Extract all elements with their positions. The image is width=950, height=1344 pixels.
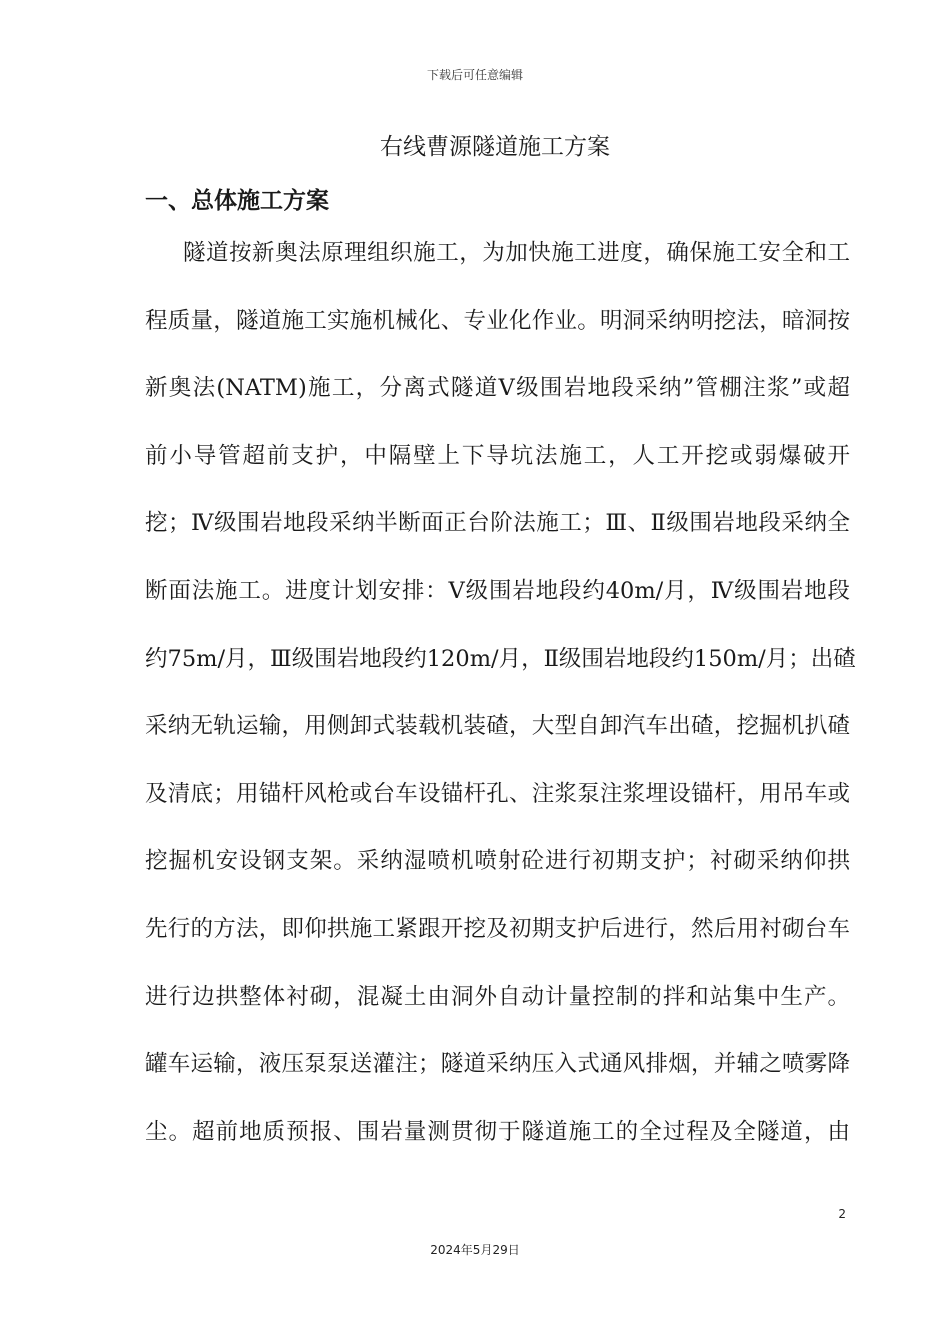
body-line: 挖掘机安设钢支架。采纳湿喷机喷射砼进行初期支护；衬砌采纳仰拱	[145, 848, 850, 875]
header-note: 下载后可任意编辑	[426, 68, 523, 82]
section-heading: 一、总体施工方案	[145, 187, 329, 214]
body-line: 及清底；用锚杆风枪或台车设锚杆孔、注浆泵注浆埋设锚杆，用吊车或	[145, 780, 850, 807]
page-number: 2	[838, 1207, 846, 1221]
body-line: 挖；Ⅳ级围岩地段采纳半断面正台阶法施工；Ⅲ、Ⅱ级围岩地段采纳全	[145, 510, 850, 537]
body-line: 罐车运输，液压泵泵送灌注；隧道采纳压入式通风排烟，并辅之喷雾降	[145, 1051, 850, 1078]
body-line: 前小导管超前支护，中隔壁上下导坑法施工，人工开挖或弱爆破开	[145, 442, 850, 469]
body-line: 程质量，隧道施工实施机械化、专业化作业。明洞采纳明挖法，暗洞按	[145, 307, 850, 334]
body-text	[145, 236, 856, 1182]
body-line: 采纳无轨运输，用侧卸式装载机装碴，大型自卸汽车出碴，挖掘机扒碴	[145, 713, 850, 740]
body-line: 隧道按新奥法原理组织施工，为加快施工进度，确保施工安全和工	[183, 240, 850, 266]
body-line: 约75m/月，Ⅲ级围岩地段约120m/月，Ⅱ级围岩地段约150m/月；出碴	[145, 645, 856, 672]
body-line: 断面法施工。进度计划安排：Ⅴ级围岩地段约40m/月，Ⅳ级围岩地段	[145, 577, 850, 604]
body-line: 进行边拱整体衬砌，混凝土由洞外自动计量控制的拌和站集中生产。	[145, 983, 850, 1010]
document-title: 右线曹源隧道施工方案	[380, 134, 610, 160]
body-line: 尘。超前地质预报、围岩量测贯彻于隧道施工的全过程及全隧道，由	[145, 1118, 850, 1145]
body-line: 新奥法(NATM)施工，分离式隧道Ⅴ级围岩地段采纳”管棚注浆”或超	[145, 375, 850, 402]
footer-date: 2024年5月29日	[430, 1243, 520, 1257]
body-line: 先行的方法，即仰拱施工紧跟开挖及初期支护后进行，然后用衬砌台车	[145, 915, 850, 942]
